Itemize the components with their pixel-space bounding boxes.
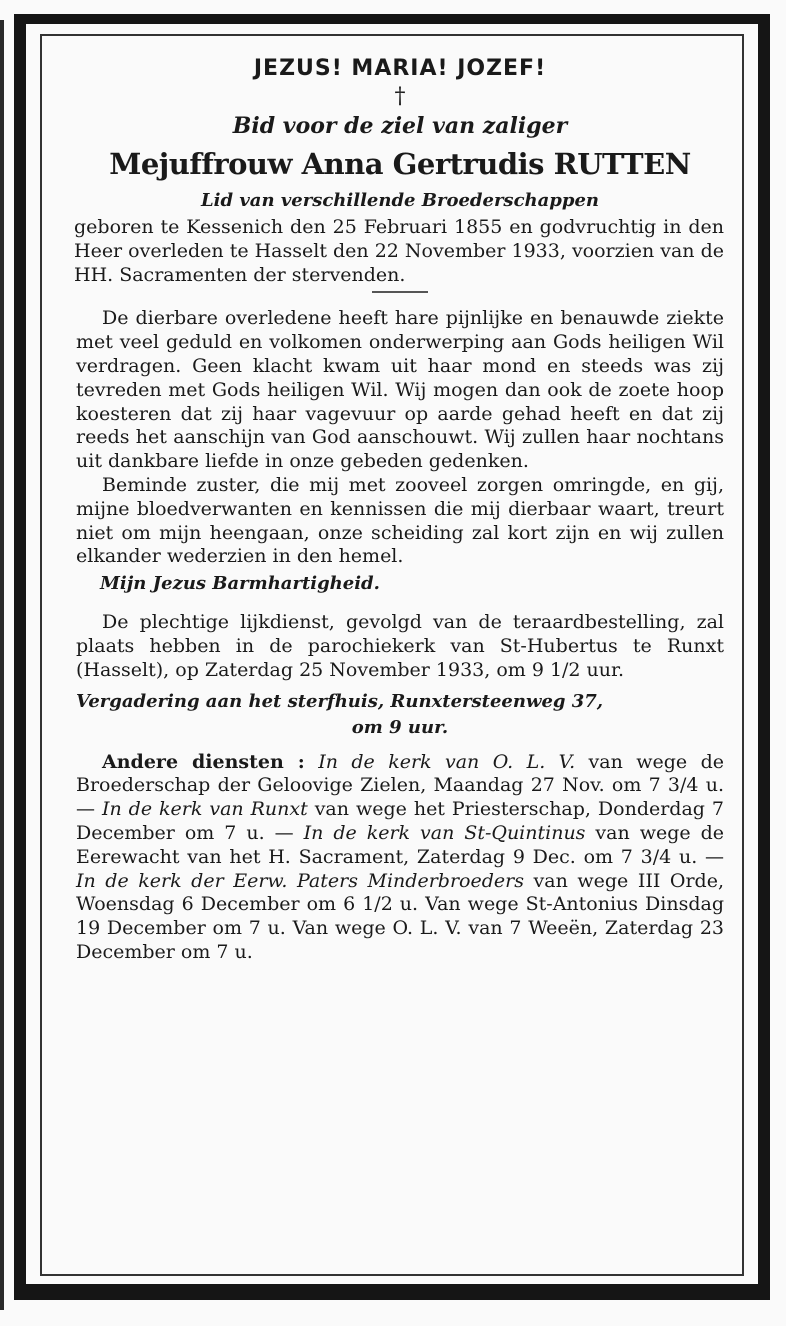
service-3-place: In de kerk van St-Quintinus	[303, 821, 586, 844]
birth-death-paragraph: geboren te Kessenich den 25 Februari 1855 en godvruchtig in den Heer overleden te Hasselt den 22 November 1933, voorzien van de HH. Sacramenten der stervenden.	[74, 216, 724, 286]
gathering-time: om 9 uur.	[351, 716, 449, 738]
motto-line: Mijn Jezus Barmhartigheid.	[100, 573, 380, 595]
scan-edge-shadow	[0, 20, 4, 1310]
gathering-line: Vergadering aan het sterfhuis, Runxtersteenweg 37,	[76, 690, 604, 712]
membership-line: Lid van verschillende Broederschappen	[201, 190, 599, 211]
section-divider	[372, 291, 428, 293]
service-1-place: In de kerk van O. L. V.	[318, 750, 576, 773]
tribute-paragraph: De dierbare overledene heeft hare pijnlijke en benauwde ziekte met veel geduld en volkomen onderwerping aan Gods heiligen Wil verdragen. Geen klacht kwam uit haar mond en steeds was zij tevreden met Gods heiligen Wil. Wij mogen dan ook de zoete hoop koesteren dat zij haar vagevuur op aarde gehad heeft en dat zij reeds het aanschijn van God aanschouwt. Wij zullen haar nochtans uit dankbare liefde in onze gebeden gedenken.	[76, 307, 724, 473]
service-2-place: In de kerk van Runxt	[101, 798, 308, 821]
service-1-text: van wege de Broederschap der Geloovige Zielen, Maandag 27 Nov. om 7 3/4 u. —	[76, 750, 724, 821]
deceased-name: Mejuffrouw Anna Gertrudis RUTTEN	[109, 147, 691, 181]
invocation-heading: JEZUS! MARIA! JOZEF!	[253, 56, 547, 81]
cross-icon: †	[394, 84, 406, 109]
service-4-place: In de kerk der Eerw. Paters Minderbroeders	[76, 869, 524, 892]
card-content	[76, 54, 724, 965]
service-3-text: van wege de Eerewacht van het H. Sacrament, Zaterdag 9 Dec. om 7 3/4 u. —	[76, 821, 724, 868]
other-services-label: Andere diensten :	[102, 750, 305, 773]
service-4-text: van wege III Orde, Woensdag 6 December om 6 1/2 u. Van wege St-Antonius Dinsdag 19 December om 7 u. Van wege O. L. V. van 7 Weeën, Zaterdag 23 December om 7 u.	[76, 869, 725, 963]
funeral-paragraph: De plechtige lijkdienst, gevolgd van de teraardbestelling, zal plaats hebben in de parochiekerk van St-Hubertus te Runxt (Hasselt), op Zaterdag 25 November 1933, om 9 1/2 uur.	[76, 611, 724, 681]
prayer-line: Bid voor de ziel van zaliger	[232, 113, 568, 139]
farewell-paragraph: Beminde zuster, die mij met zooveel zorgen omringde, en gij, mijne bloedverwanten en kennissen die mij dierbaar waart, treurt niet om mijn heengaan, onze scheiding zal kort zijn en wij zullen elkander wederzien in den hemel.	[76, 473, 724, 568]
other-services-paragraph	[76, 751, 724, 965]
service-2-text: van wege het Priesterschap, Donderdag 7 December om 7 u. —	[76, 798, 725, 844]
